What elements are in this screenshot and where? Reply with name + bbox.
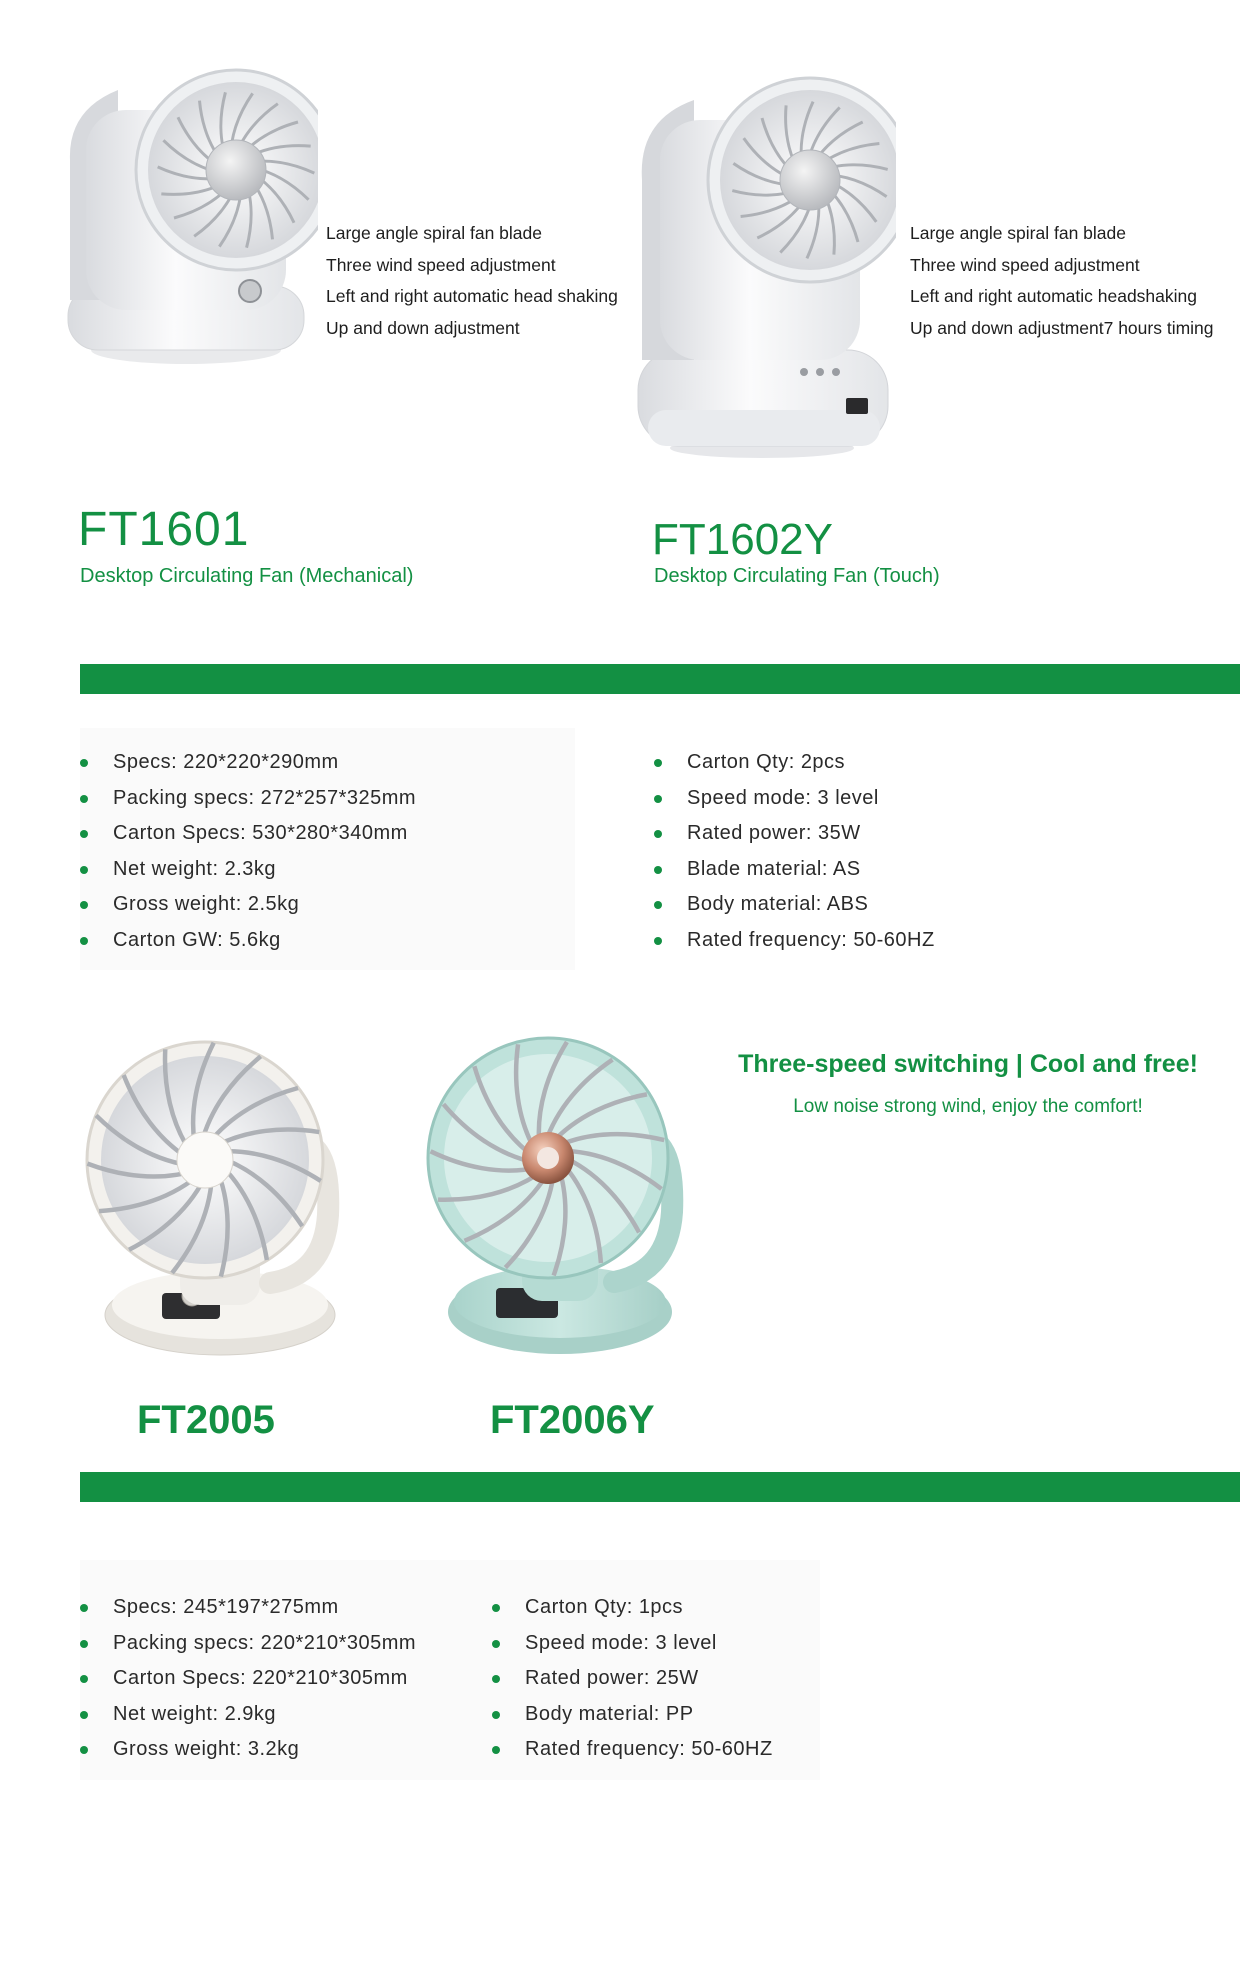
spec-item: Rated power: 25W — [492, 1661, 773, 1697]
spec-item: Specs: 245*197*275mm — [80, 1590, 416, 1626]
ft1601-product-image — [58, 50, 318, 370]
ft2006y-product-image — [410, 1020, 710, 1370]
spec-item: Gross weight: 2.5kg — [80, 887, 416, 923]
ft1601-subtitle: Desktop Circulating Fan (Mechanical) — [80, 565, 414, 587]
ft2005-model-title: FT2005 — [137, 1398, 275, 1442]
spec-item: Speed mode: 3 level — [654, 781, 935, 817]
spec-item: Carton Specs: 530*280*340mm — [80, 816, 416, 852]
feature-item: Large angle spiral fan blade — [910, 223, 1126, 243]
feature-item: Large angle spiral fan blade — [326, 223, 542, 243]
spec-item: Packing specs: 272*257*325mm — [80, 781, 416, 817]
section-divider-bar — [80, 664, 1240, 694]
spec-item: Net weight: 2.3kg — [80, 852, 416, 888]
ft1602y-model-title: FT1602Y — [652, 515, 833, 564]
section-divider-bar — [80, 1472, 1240, 1502]
ft16-spec-list-left — [80, 745, 416, 958]
spec-item: Speed mode: 3 level — [492, 1626, 773, 1662]
spec-item: Carton Specs: 220*210*305mm — [80, 1661, 416, 1697]
ft1602y-product-image — [634, 50, 896, 460]
promo-subline: Low noise strong wind, enjoy the comfort! — [793, 1096, 1143, 1117]
feature-item: Left and right automatic headshaking — [910, 286, 1197, 306]
spec-item: Body material: ABS — [654, 887, 935, 923]
ft20-spec-list-right — [492, 1590, 773, 1768]
ft1602y-subtitle: Desktop Circulating Fan (Touch) — [654, 565, 940, 587]
spec-item: Carton GW: 5.6kg — [80, 923, 416, 959]
spec-item: Specs: 220*220*290mm — [80, 745, 416, 781]
ft1601-feature-list — [326, 218, 618, 344]
ft2005-product-image — [70, 1025, 370, 1370]
feature-item: Left and right automatic head shaking — [326, 286, 618, 306]
spec-item: Packing specs: 220*210*305mm — [80, 1626, 416, 1662]
feature-item: Up and down adjustment — [326, 317, 520, 338]
spec-item: Carton Qty: 2pcs — [654, 745, 935, 781]
spec-item: Blade material: AS — [654, 852, 935, 888]
ft1601-model-title: FT1601 — [78, 503, 250, 556]
spec-item: Body material: PP — [492, 1697, 773, 1733]
ft1602y-feature-list — [910, 218, 1214, 344]
ft2006y-model-title: FT2006Y — [490, 1398, 655, 1442]
spec-item: Rated power: 35W — [654, 816, 935, 852]
spec-item: Net weight: 2.9kg — [80, 1697, 416, 1733]
spec-item: Rated frequency: 50-60HZ — [492, 1732, 773, 1768]
feature-item: Three wind speed adjustment — [326, 254, 556, 275]
spec-item: Carton Qty: 1pcs — [492, 1590, 773, 1626]
feature-item: Up and down adjustment7 hours timing — [910, 317, 1214, 338]
ft16-spec-list-right — [654, 745, 935, 958]
spec-item: Gross weight: 3.2kg — [80, 1732, 416, 1768]
feature-item: Three wind speed adjustment — [910, 254, 1140, 275]
ft20-spec-list-left — [80, 1590, 416, 1768]
spec-item: Rated frequency: 50-60HZ — [654, 923, 935, 959]
promo-headline: Three-speed switching | Cool and free! — [738, 1050, 1198, 1078]
